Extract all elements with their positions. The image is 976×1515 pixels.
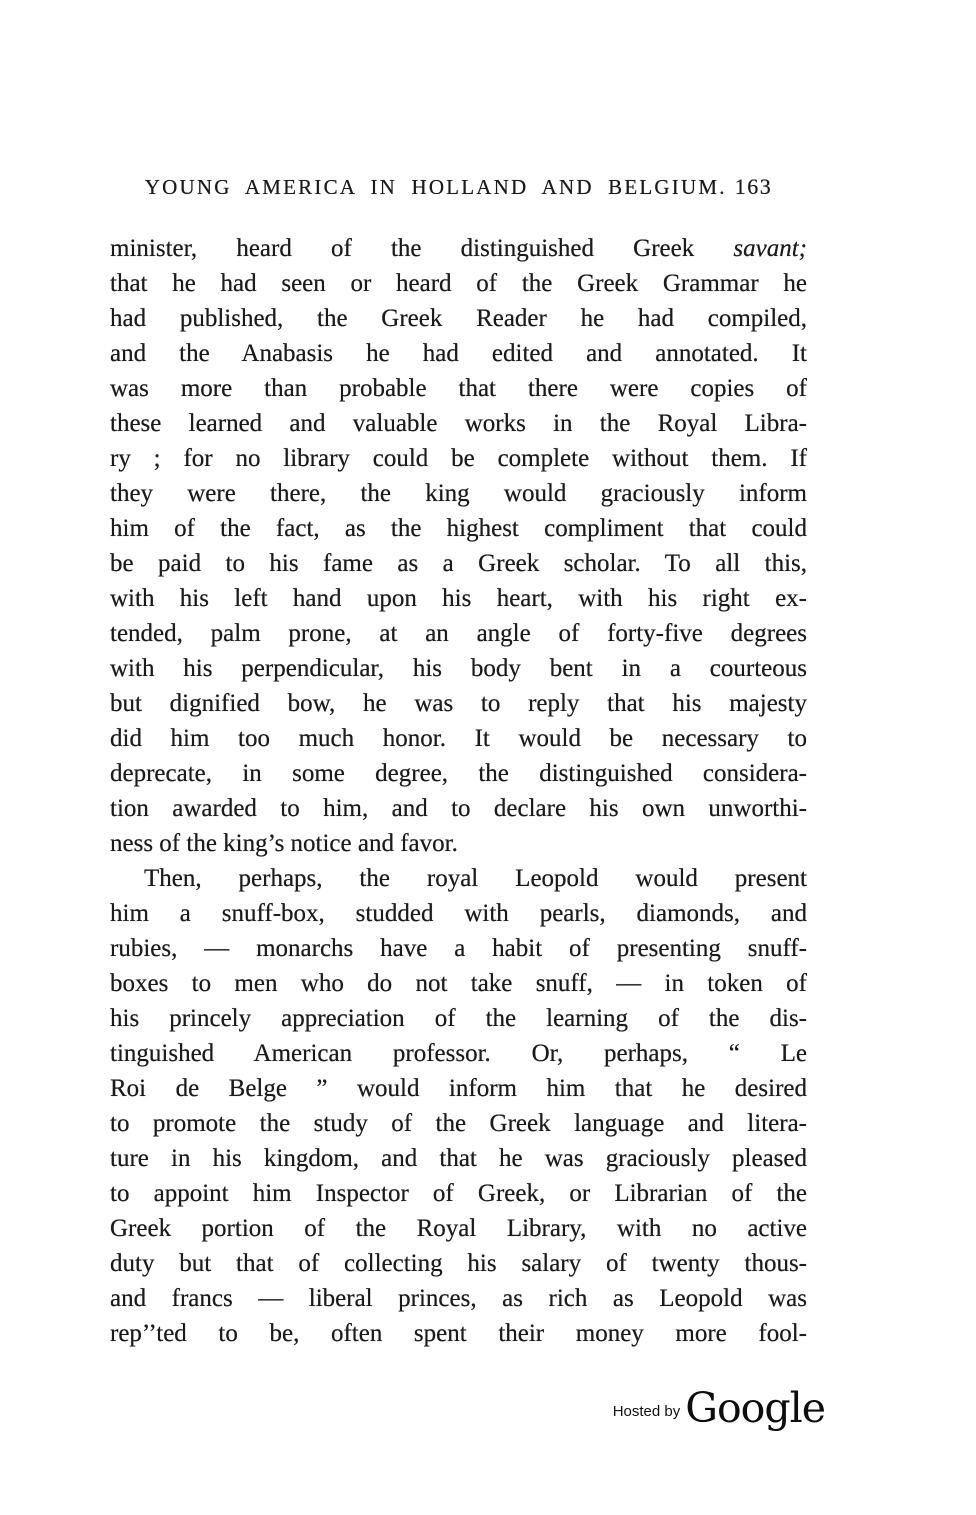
text-line — [110, 1316, 807, 1351]
text-segment: had published, the Greek Reader he had compiled, — [110, 305, 807, 332]
text-line — [110, 546, 807, 581]
text-segment: tinguished American professor. Or, perhaps, “ Le — [110, 1040, 807, 1067]
text-line — [110, 931, 807, 966]
text-line — [110, 1106, 807, 1141]
text-segment: Then, perhaps, the royal Leopold would present — [144, 865, 807, 892]
text-line — [110, 371, 807, 406]
text-segment: but dignified bow, he was to reply that his majesty — [110, 690, 807, 717]
page-number: 163 — [734, 174, 773, 199]
text-line — [110, 476, 807, 511]
text-line — [110, 441, 807, 476]
text-segment: to appoint him Inspector of Greek, or Librarian of the — [110, 1180, 807, 1207]
italic-text-segment: savant; — [733, 235, 807, 262]
text-segment: rep’’ted to be, often spent their money more fool- — [110, 1320, 807, 1347]
text-line — [110, 1211, 807, 1246]
text-line — [110, 1071, 807, 1106]
text-line — [110, 266, 807, 301]
text-segment: be paid to his fame as a Greek scholar. To all this, — [110, 550, 807, 577]
text-segment: ture in his kingdom, and that he was graciously pleased — [110, 1145, 807, 1172]
text-segment: his princely appreciation of the learning of the dis- — [110, 1005, 807, 1032]
text-line — [110, 231, 807, 266]
hosted-by-label: Hosted by — [612, 1403, 681, 1420]
text-line — [110, 616, 807, 651]
text-segment: him of the fact, as the highest compliment that could — [110, 515, 807, 542]
text-segment: ry ; for no library could be complete without them. If — [110, 445, 807, 472]
text-segment: Roi de Belge ” would inform him that he desired — [110, 1075, 807, 1102]
text-line — [110, 1036, 807, 1071]
text-segment: with his perpendicular, his body bent in a courteous — [110, 655, 807, 682]
text-line — [110, 756, 807, 791]
page-text — [110, 231, 807, 1351]
text-segment: rubies, — monarchs have a habit of presenting snuff- — [110, 935, 807, 962]
text-line — [110, 651, 807, 686]
text-segment: was more than probable that there were copies of — [110, 375, 807, 402]
running-header — [110, 174, 807, 200]
text-line — [110, 1246, 807, 1281]
text-line — [110, 686, 807, 721]
text-segment: deprecate, in some degree, the distinguished considera- — [110, 760, 807, 787]
text-segment: and francs — liberal princes, as rich as Leopold was — [110, 1285, 807, 1312]
text-segment: boxes to men who do not take snuff, — in token of — [110, 970, 807, 997]
text-segment: tended, palm prone, at an angle of forty-five degrees — [110, 620, 807, 647]
text-line — [110, 301, 807, 336]
text-segment: Greek portion of the Royal Library, with no active — [110, 1215, 807, 1242]
text-segment: with his left hand upon his heart, with his right ex- — [110, 585, 807, 612]
text-segment: they were there, the king would graciously inform — [110, 480, 807, 507]
text-segment: ness of the king’s notice and favor. — [110, 830, 458, 857]
text-line — [110, 1176, 807, 1211]
text-line — [110, 1001, 807, 1036]
text-line — [110, 1141, 807, 1176]
text-line — [110, 791, 807, 826]
text-line — [110, 896, 807, 931]
text-line — [110, 861, 807, 896]
text-line — [110, 406, 807, 441]
text-line — [110, 511, 807, 546]
text-line — [110, 721, 807, 756]
text-segment: duty but that of collecting his salary of twenty thous- — [110, 1250, 807, 1277]
text-segment: him a snuff-box, studded with pearls, diamonds, and — [110, 900, 807, 927]
text-line — [110, 826, 807, 861]
text-segment: to promote the study of the Greek language and litera- — [110, 1110, 807, 1137]
text-segment: did him too much honor. It would be necessary to — [110, 725, 807, 752]
text-segment: these learned and valuable works in the Royal Libra- — [110, 410, 807, 437]
text-line — [110, 336, 807, 371]
text-segment: and the Anabasis he had edited and annotated. It — [110, 340, 807, 367]
text-segment: that he had seen or heard of the Greek Grammar he — [110, 270, 807, 297]
text-line — [110, 966, 807, 1001]
text-line — [110, 581, 807, 616]
text-segment: minister, heard of the distinguished Greek — [110, 235, 734, 262]
google-logo: Google — [685, 1384, 825, 1432]
text-line — [110, 1281, 807, 1316]
running-title: YOUNG AMERICA IN HOLLAND AND BELGIUM. — [144, 175, 727, 199]
text-segment: tion awarded to him, and to declare his own unworthi- — [110, 795, 807, 822]
footer-watermark — [612, 1384, 825, 1432]
